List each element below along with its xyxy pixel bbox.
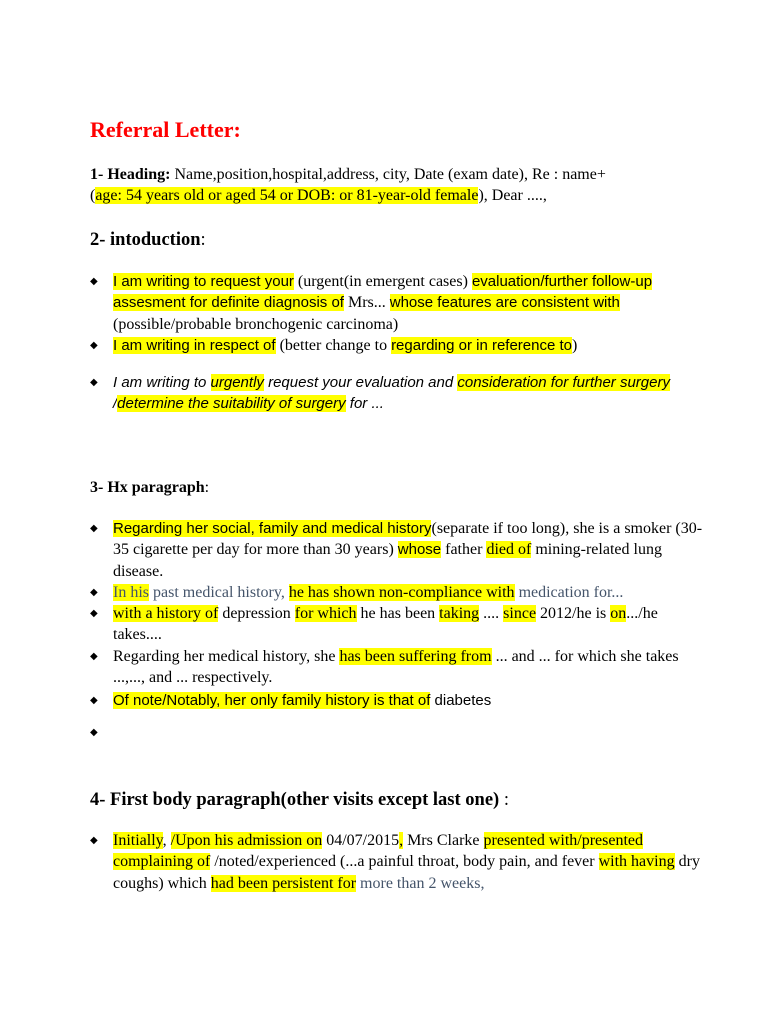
diamond-bullet-icon: ◆	[90, 523, 98, 534]
diamond-bullet-icon: ◆	[90, 608, 98, 620]
hx-heading: 3- Hx paragraph:	[90, 479, 210, 496]
list-item: ◆ Of note/Notably, her only family history is that of diabetes	[90, 692, 492, 710]
diamond-bullet-icon: ◆	[90, 377, 98, 388]
list-item: ◆ Regarding her medical history, she has been suffering from ... and ... for which she takes ...,..., and ... respectively.	[90, 647, 679, 687]
heading-tail: ), Dear ....,	[478, 187, 547, 204]
diamond-bullet-icon: ◆	[90, 695, 98, 707]
diamond-bullet-icon: ◆	[90, 727, 98, 738]
list-item: ◆ Initially, /Upon his admission on 04/07/2015, Mrs Clarke presented with/presented complaining of /noted/experienced (...a painful throat, body pain, and fever with having dry coughs) which had been persistent for more than 2 weeks,	[90, 832, 700, 892]
body1-bullet-list	[90, 830, 708, 894]
empty-bullet-list	[90, 722, 708, 743]
list-item: ◆ I am writing to urgently request your evaluation and consideration for further surgery /determine the suitability of surgery for ...	[90, 374, 670, 413]
list-item: ◆ Regarding her social, family and medical history(separate if too long), she is a smoker (30-35 cigarette per day for more than 30 years) whose father died of mining-related lung disease.	[90, 520, 703, 580]
list-item: ◆ I am writing to request your (urgent(in emergent cases) evaluation/further follow-up assesment for definite diagnosis of Mrs... whose features are consistent with (possible/probable bronchogenic carcinoma)	[90, 273, 653, 333]
list-item: ◆ with a history of depression for which he has been taking .... since 2012/he is on.../he takes....	[90, 605, 658, 644]
diamond-bullet-icon: ◆	[90, 650, 98, 662]
heading-text: Name,position,hospital,address, city, Date (exam date), Re : name+	[170, 166, 606, 183]
diamond-bullet-icon: ◆	[90, 586, 98, 598]
list-item	[90, 722, 708, 743]
intro-bullet-list	[90, 271, 708, 356]
list-item: ◆ I am writing in respect of (better change to regarding or in reference to)	[90, 336, 578, 354]
diamond-bullet-icon: ◆	[90, 835, 98, 846]
diamond-bullet-icon: ◆	[90, 276, 98, 287]
document-title: Referral Letter:	[90, 117, 241, 142]
body1-heading: 4- First body paragraph(other visits except last one) :	[90, 790, 509, 810]
list-item: ◆ In his past medical history, he has shown non-compliance with medication for...	[90, 583, 624, 601]
heading-label: Heading:	[107, 166, 171, 183]
diamond-bullet-icon: ◆	[90, 339, 98, 351]
heading-section	[90, 164, 708, 206]
heading-paren: (	[90, 187, 96, 204]
intro-heading: 2- intoduction:	[90, 230, 206, 250]
intro-bullet-list-2	[90, 372, 708, 415]
hx-bullet-list	[90, 518, 708, 712]
age-highlight: age: 54 years old or aged 54 or DOB: or 81-year-old female	[95, 187, 479, 204]
heading-number: 1-	[90, 166, 108, 183]
